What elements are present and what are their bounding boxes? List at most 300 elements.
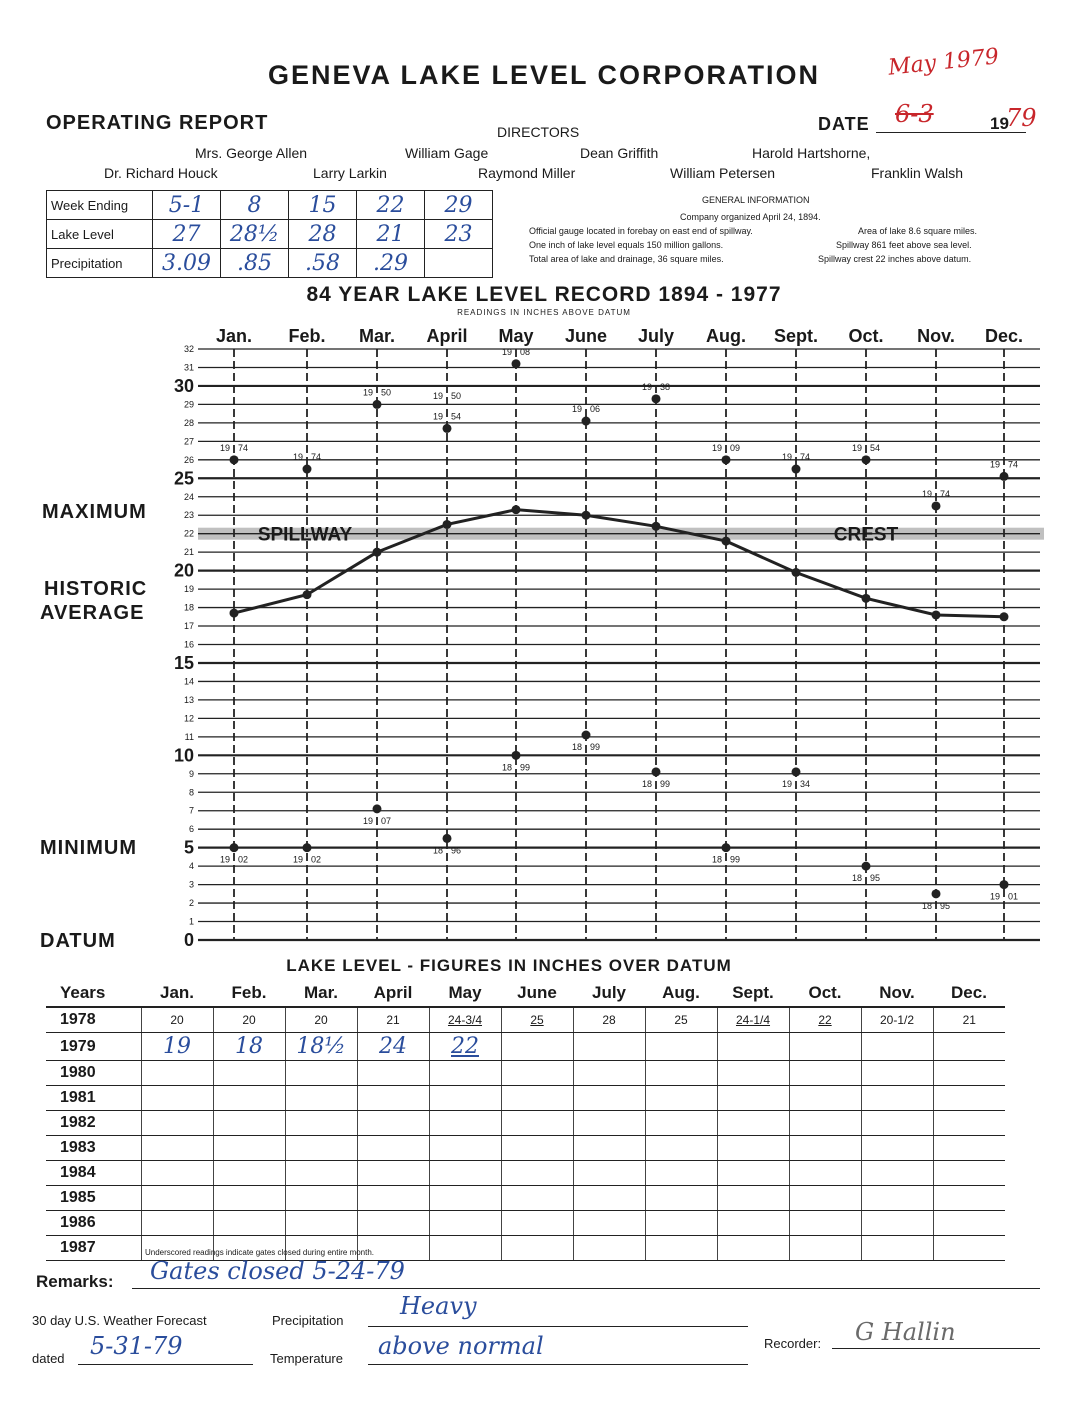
maximum-year-decade: 09 — [730, 442, 741, 453]
table-row — [46, 1211, 1005, 1236]
value-cell — [861, 1236, 933, 1261]
value-cell: 21 — [933, 1007, 1005, 1033]
value-cell — [501, 1186, 573, 1211]
director-5: Dr. Richard Houck — [104, 165, 218, 181]
value-cell — [933, 1086, 1005, 1111]
average-point — [373, 548, 382, 557]
y-tick-label: 6 — [188, 824, 194, 835]
general-info-line: Spillway 861 feet above sea level. — [836, 240, 972, 250]
year-cell: 1983 — [46, 1136, 141, 1161]
table-header-row — [46, 980, 1005, 1007]
week-ending-cell: 15 — [289, 191, 357, 220]
year-cell: 1978 — [46, 1007, 141, 1033]
spillway-label: SPILLWAY — [257, 524, 353, 546]
maximum-point — [303, 465, 312, 474]
value-cell — [573, 1086, 645, 1111]
maximum-point — [443, 424, 452, 433]
value-cell — [141, 1136, 213, 1161]
recorder-label: Recorder: — [764, 1336, 822, 1351]
y-tick-label: 32 — [183, 344, 194, 354]
value-cell — [645, 1236, 717, 1261]
week-ending-cell: 5-1 — [153, 191, 221, 220]
minimum-year-century: 18 — [501, 762, 512, 773]
average-point — [722, 537, 731, 546]
value-cell: 18 — [213, 1033, 285, 1061]
value-cell — [285, 1111, 357, 1136]
minimum-year-decade: 99 — [660, 778, 671, 789]
lake-level-cell: 27 — [153, 220, 221, 249]
temperature-value: above normal — [378, 1332, 544, 1360]
value-cell — [789, 1161, 861, 1186]
y-tick-label: 26 — [183, 454, 194, 465]
value-cell — [213, 1136, 285, 1161]
table-row — [46, 1033, 1005, 1061]
month-header: Dec. — [933, 980, 1005, 1007]
value-cell — [285, 1211, 357, 1236]
figures-table — [46, 980, 1005, 1261]
maximum-year-century: 19 — [219, 442, 230, 453]
precipitation-cell: .29 — [357, 249, 425, 278]
value-cell — [501, 1236, 573, 1261]
minimum-point — [722, 843, 731, 852]
value-cell — [213, 1211, 285, 1236]
average-point — [932, 610, 941, 619]
value-cell — [645, 1211, 717, 1236]
value-cell — [141, 1061, 213, 1086]
value-cell — [429, 1136, 501, 1161]
maximum-year-decade: 06 — [590, 404, 601, 415]
month-label: Mar. — [358, 326, 396, 346]
value-cell — [573, 1033, 645, 1061]
y-tick-label: 12 — [183, 713, 194, 724]
value-cell — [789, 1111, 861, 1136]
precipitation-value: Heavy — [400, 1292, 477, 1320]
maximum-year-century: 19 — [921, 488, 932, 499]
y-tick-label: 1 — [188, 916, 194, 927]
minimum-year-decade: 95 — [870, 873, 881, 884]
value-cell — [861, 1111, 933, 1136]
maximum-year-decade: 54 — [870, 442, 881, 453]
value-cell: 24-3/4 — [429, 1007, 501, 1033]
minimum-year-century: 19 — [219, 854, 230, 865]
minimum-year-decade: 99 — [590, 741, 601, 752]
value-cell — [645, 1086, 717, 1111]
value-cell — [717, 1161, 789, 1186]
value-cell — [645, 1161, 717, 1186]
lake-level-cell: 21 — [357, 220, 425, 249]
value-cell: 18½ — [285, 1033, 357, 1061]
director-3: Dean Griffith — [580, 145, 659, 161]
director-8: William Petersen — [670, 165, 776, 181]
remarks-value: Gates closed 5-24-79 — [150, 1257, 405, 1285]
month-header: May — [429, 980, 501, 1007]
forecast-label: 30 day U.S. Weather Forecast — [32, 1313, 207, 1328]
month-header: Nov. — [861, 980, 933, 1007]
month-header: June — [501, 980, 573, 1007]
value-cell — [789, 1211, 861, 1236]
value-cell — [789, 1186, 861, 1211]
general-info-line: Official gauge located in forebay on east end of spillway. — [529, 226, 753, 236]
value-cell: 20-1/2 — [861, 1007, 933, 1033]
year-cell: 1982 — [46, 1111, 141, 1136]
value-cell: 22 — [789, 1007, 861, 1033]
figures-title: LAKE LEVEL - FIGURES IN INCHES OVER DATUM — [286, 956, 732, 975]
minimum-year-century: 18 — [641, 778, 652, 789]
precipitation-cell: .85 — [221, 249, 289, 278]
value-cell — [573, 1161, 645, 1186]
value-cell — [573, 1111, 645, 1136]
month-header: Oct. — [789, 980, 861, 1007]
value-cell — [789, 1086, 861, 1111]
y-tick-label: 27 — [183, 436, 194, 447]
year-cell: 1985 — [46, 1186, 141, 1211]
maximum-year-century: 19 — [781, 452, 792, 463]
director-2: William Gage — [405, 145, 489, 161]
month-label: Nov. — [917, 326, 955, 346]
maximum-year-decade: 74 — [940, 488, 951, 499]
minimum-year-decade: 01 — [1008, 891, 1019, 902]
y-tick-label: 22 — [183, 528, 194, 539]
maximum-point — [373, 400, 382, 409]
minimum-point — [443, 834, 452, 843]
report-title: OPERATING REPORT — [46, 112, 269, 134]
value-cell — [645, 1033, 717, 1061]
value-cell — [933, 1111, 1005, 1136]
value-cell — [861, 1061, 933, 1086]
maximum-label: MAXIMUM — [42, 501, 147, 523]
maximum-year-century: 19 — [432, 411, 443, 422]
chart-subtitle: READINGS IN INCHES ABOVE DATUM — [457, 308, 631, 317]
table-row — [46, 1161, 1005, 1186]
value-cell — [861, 1033, 933, 1061]
minimum-year-decade: 02 — [238, 854, 249, 865]
director-9: Franklin Walsh — [871, 165, 964, 181]
minimum-year-decade: 34 — [800, 778, 811, 789]
director-7: Raymond Miller — [478, 165, 576, 181]
minimum-year-century: 18 — [432, 845, 443, 856]
value-cell — [933, 1186, 1005, 1211]
value-cell — [213, 1161, 285, 1186]
y-tick-label: 29 — [183, 399, 194, 410]
value-cell — [861, 1136, 933, 1161]
maximum-point — [932, 501, 941, 510]
minimum-point — [303, 843, 312, 852]
month-label: June — [564, 326, 608, 346]
y-tick-label: 8 — [188, 787, 194, 798]
minimum-year-century: 19 — [292, 854, 303, 865]
y-tick-label: 18 — [183, 602, 194, 613]
value-cell — [933, 1061, 1005, 1086]
maximum-extra-year-decade: 50 — [451, 390, 462, 401]
value-cell — [717, 1111, 789, 1136]
table-row — [46, 1111, 1005, 1136]
value-cell — [141, 1211, 213, 1236]
value-cell — [573, 1186, 645, 1211]
minimum-label: MINIMUM — [40, 837, 137, 859]
y-tick-label: 30 — [173, 375, 194, 396]
value-cell: 24-1/4 — [717, 1007, 789, 1033]
minimum-year-decade: 07 — [381, 815, 392, 826]
value-cell — [213, 1061, 285, 1086]
minimum-year-century: 19 — [781, 778, 792, 789]
value-cell — [429, 1211, 501, 1236]
year-cell: 1981 — [46, 1086, 141, 1111]
value-cell — [573, 1236, 645, 1261]
crest-label: CREST — [833, 524, 899, 546]
minimum-point — [792, 767, 801, 776]
maximum-point — [792, 465, 801, 474]
value-cell — [213, 1086, 285, 1111]
maximum-extra-year-century: 19 — [432, 390, 443, 401]
recorder-signature: G Hallin — [855, 1318, 956, 1346]
average-point — [792, 568, 801, 577]
value-cell: 28 — [573, 1007, 645, 1033]
value-cell: 20 — [285, 1007, 357, 1033]
minimum-point — [230, 843, 239, 852]
average-point — [512, 505, 521, 514]
average-point — [443, 520, 452, 529]
value-cell — [285, 1186, 357, 1211]
value-cell — [285, 1086, 357, 1111]
precipitation-cell: .58 — [289, 249, 357, 278]
general-info-line: Spillway crest 22 inches above datum. — [818, 254, 972, 264]
general-info-title: GENERAL INFORMATION — [702, 195, 810, 205]
minimum-year-decade: 95 — [940, 900, 951, 911]
minimum-year-century: 19 — [989, 891, 1000, 902]
average-point — [862, 594, 871, 603]
value-cell — [213, 1111, 285, 1136]
dated-label: dated — [32, 1351, 65, 1366]
table-row — [46, 1061, 1005, 1086]
maximum-year-century: 19 — [292, 452, 303, 463]
value-cell — [429, 1111, 501, 1136]
maximum-year-century: 19 — [641, 381, 652, 392]
y-tick-label: 25 — [173, 468, 194, 489]
minimum-year-decade: 02 — [311, 854, 322, 865]
value-cell — [429, 1161, 501, 1186]
maximum-point — [512, 359, 521, 368]
minimum-year-century: 19 — [362, 815, 373, 826]
y-tick-label: 14 — [183, 676, 194, 687]
general-info-line: Area of lake 8.6 square miles. — [858, 226, 978, 236]
value-cell — [573, 1136, 645, 1161]
maximum-year-decade: 50 — [381, 387, 392, 398]
minimum-year-century: 18 — [571, 741, 582, 752]
date-year-prefix: 19 — [990, 114, 1009, 133]
month-header: Feb. — [213, 980, 285, 1007]
minimum-year-decade: 99 — [730, 854, 741, 865]
week-ending-cell: 29 — [425, 191, 493, 220]
value-cell — [789, 1236, 861, 1261]
maximum-year-century: 19 — [711, 442, 722, 453]
value-cell — [213, 1186, 285, 1211]
value-cell — [789, 1061, 861, 1086]
value-cell — [717, 1236, 789, 1261]
director-6: Larry Larkin — [313, 165, 387, 181]
lake-level-cell: 28½ — [221, 220, 289, 249]
value-cell — [645, 1186, 717, 1211]
value-cell — [933, 1033, 1005, 1061]
maximum-point — [862, 455, 871, 464]
minimum-point — [373, 804, 382, 813]
value-cell — [789, 1136, 861, 1161]
average-label: AVERAGE — [40, 602, 145, 624]
precipitation-label-footer: Precipitation — [272, 1313, 344, 1328]
chart-title: 84 YEAR LAKE LEVEL RECORD 1894 - 1977 — [306, 283, 782, 306]
value-cell — [933, 1136, 1005, 1161]
figures-footnote: Underscored readings indicate gates closed during entire month. — [145, 1248, 375, 1257]
value-cell — [429, 1086, 501, 1111]
average-point — [1000, 612, 1009, 621]
value-cell — [645, 1061, 717, 1086]
table-row — [46, 1007, 1005, 1033]
average-point — [303, 590, 312, 599]
month-label: Feb. — [288, 326, 326, 346]
month-header: Aug. — [645, 980, 717, 1007]
minimum-point — [652, 767, 661, 776]
y-tick-label: 3 — [188, 879, 194, 890]
y-tick-label: 11 — [184, 731, 194, 742]
maximum-point — [1000, 472, 1009, 481]
table-row — [46, 1136, 1005, 1161]
value-cell: 19 — [141, 1033, 213, 1061]
year-cell: 1987 — [46, 1236, 141, 1261]
year-cell: 1986 — [46, 1211, 141, 1236]
month-label: April — [426, 326, 468, 346]
director-4: Harold Hartshorne, — [752, 145, 871, 161]
year-cell: 1984 — [46, 1161, 141, 1186]
value-cell — [717, 1186, 789, 1211]
average-point — [652, 522, 661, 531]
month-label: Dec. — [984, 326, 1024, 346]
value-cell: 22 — [429, 1033, 501, 1061]
maximum-point — [582, 417, 591, 426]
value-cell — [285, 1061, 357, 1086]
value-cell — [717, 1033, 789, 1061]
value-cell — [357, 1136, 429, 1161]
value-cell — [141, 1186, 213, 1211]
month-header: Mar. — [285, 980, 357, 1007]
precipitation-label: Precipitation — [47, 249, 153, 278]
value-cell — [933, 1161, 1005, 1186]
y-tick-label: 10 — [173, 745, 194, 766]
maximum-year-century: 19 — [989, 459, 1000, 470]
month-header: Jan. — [141, 980, 213, 1007]
month-header: Sept. — [717, 980, 789, 1007]
value-cell — [933, 1236, 1005, 1261]
maximum-point — [230, 455, 239, 464]
month-label: July — [637, 326, 675, 346]
value-cell — [501, 1136, 573, 1161]
week-ending-cell: 8 — [221, 191, 289, 220]
maximum-year-century: 19 — [362, 387, 373, 398]
value-cell — [717, 1086, 789, 1111]
maximum-year-decade: 74 — [1008, 459, 1019, 470]
date-value: 6-3 — [895, 100, 934, 128]
minimum-year-decade: 99 — [520, 762, 531, 773]
month-header: April — [357, 980, 429, 1007]
maximum-year-decade: 74 — [238, 442, 249, 453]
value-cell — [429, 1186, 501, 1211]
value-cell: 20 — [141, 1007, 213, 1033]
minimum-point — [862, 862, 871, 871]
value-cell — [357, 1061, 429, 1086]
minimum-year-century: 18 — [711, 854, 722, 865]
average-point — [582, 511, 591, 520]
lake-level-label: Lake Level — [47, 220, 153, 249]
datum-label: DATUM — [40, 930, 116, 952]
table-row — [46, 1186, 1005, 1211]
minimum-point — [512, 751, 521, 760]
temperature-label: Temperature — [270, 1351, 343, 1366]
directors-label: DIRECTORS — [497, 124, 580, 140]
y-tick-label: 23 — [183, 510, 194, 521]
remarks-label: Remarks: — [36, 1272, 114, 1291]
average-point — [230, 609, 239, 618]
y-tick-label: 24 — [183, 491, 194, 502]
dated-value: 5-31-79 — [90, 1332, 183, 1360]
director-1: Mrs. George Allen — [195, 145, 308, 161]
y-tick-label: 16 — [183, 639, 194, 650]
maximum-year-decade: 08 — [520, 346, 531, 357]
y-tick-label: 7 — [188, 805, 194, 816]
maximum-point — [652, 394, 661, 403]
y-tick-label: 13 — [183, 694, 194, 705]
date-year: 79 — [1006, 104, 1037, 132]
value-cell — [501, 1111, 573, 1136]
y-tick-label: 4 — [188, 861, 194, 872]
value-cell — [861, 1161, 933, 1186]
value-cell: 20 — [213, 1007, 285, 1033]
lake-level-cell: 28 — [289, 220, 357, 249]
general-info-line: One inch of lake level equals 150 million gallons. — [529, 240, 724, 250]
maximum-year-century: 19 — [501, 346, 512, 357]
minimum-point — [932, 889, 941, 898]
value-cell: 25 — [645, 1007, 717, 1033]
value-cell — [501, 1061, 573, 1086]
year-cell: 1979 — [46, 1033, 141, 1061]
y-tick-label: 28 — [183, 417, 194, 428]
value-cell: 24 — [357, 1033, 429, 1061]
value-cell — [285, 1161, 357, 1186]
value-cell — [861, 1186, 933, 1211]
value-cell — [141, 1111, 213, 1136]
week-ending-label: Week Ending — [47, 191, 153, 220]
value-cell — [357, 1086, 429, 1111]
y-tick-label: 19 — [183, 584, 194, 595]
value-cell — [717, 1136, 789, 1161]
month-label: May — [498, 326, 534, 346]
value-cell — [933, 1211, 1005, 1236]
value-cell — [645, 1111, 717, 1136]
minimum-year-decade: 96 — [451, 845, 462, 856]
lake-level-cell: 23 — [425, 220, 493, 249]
value-cell — [861, 1086, 933, 1111]
value-cell — [285, 1136, 357, 1161]
value-cell: 25 — [501, 1007, 573, 1033]
maximum-year-century: 19 — [851, 442, 862, 453]
value-cell — [429, 1236, 501, 1261]
value-cell — [789, 1033, 861, 1061]
maximum-year-century: 19 — [571, 404, 582, 415]
value-cell — [141, 1086, 213, 1111]
month-header: July — [573, 980, 645, 1007]
table-row — [46, 1086, 1005, 1111]
general-info-line: Company organized April 24, 1894. — [680, 212, 821, 222]
years-header: Years — [46, 980, 141, 1007]
value-cell — [573, 1211, 645, 1236]
y-tick-label: 9 — [188, 768, 194, 779]
